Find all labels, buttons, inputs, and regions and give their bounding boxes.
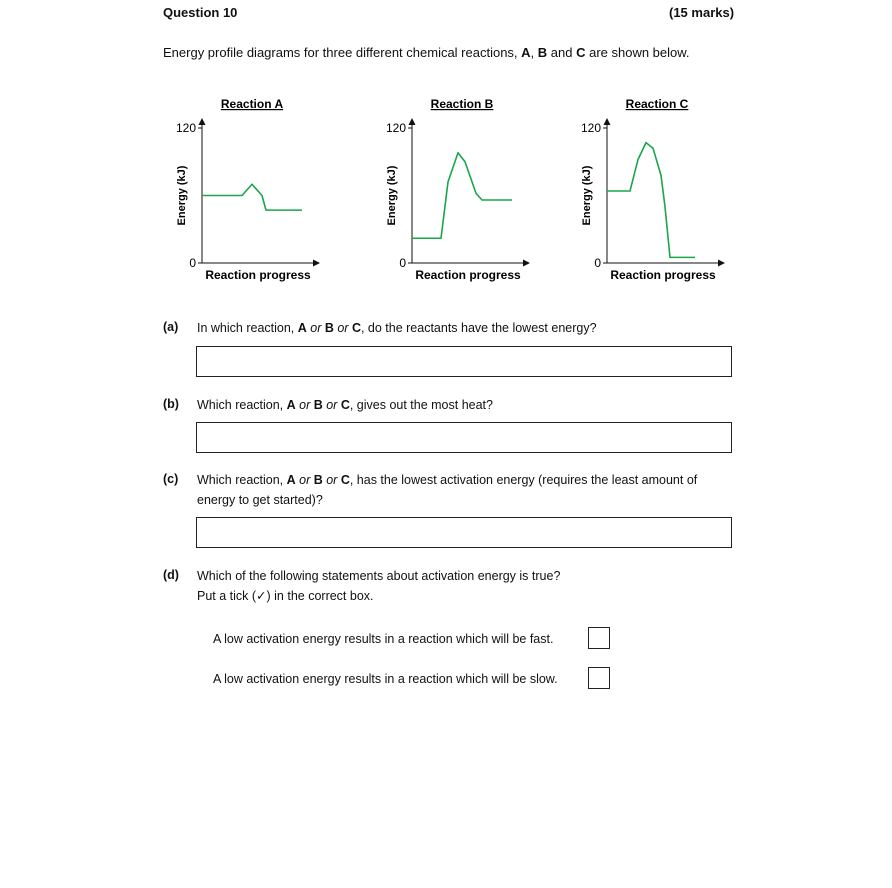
question-a-label: (a) bbox=[163, 320, 179, 334]
y-tick-label: 0 bbox=[594, 256, 601, 270]
question-c-text: Which reaction, A or B or C, has the lowest activation energy (requires the least amount of energy to get started)? bbox=[197, 473, 698, 507]
question-b-label: (b) bbox=[163, 397, 179, 411]
energy-profile-line bbox=[202, 184, 302, 210]
question-title: Question 10 bbox=[163, 5, 238, 20]
energy-chart-reaction-c bbox=[565, 90, 735, 290]
x-axis-arrow bbox=[313, 260, 320, 267]
y-tick-label: 0 bbox=[189, 256, 196, 270]
energy-profile-line bbox=[607, 143, 695, 258]
y-tick-label: 120 bbox=[385, 121, 406, 135]
question-c-label: (c) bbox=[163, 472, 179, 486]
x-axis-label: Reaction progress bbox=[205, 268, 311, 282]
answer-box-a[interactable] bbox=[196, 346, 732, 377]
x-axis-label: Reaction progress bbox=[610, 268, 716, 282]
energy-profile-line bbox=[412, 153, 512, 239]
intro-text: Energy profile diagrams for three different chemical reactions, A, B and C are shown below. bbox=[163, 45, 690, 60]
question-d-label: (d) bbox=[163, 568, 179, 582]
y-axis-label: Energy (kJ) bbox=[386, 165, 398, 226]
y-axis-arrow bbox=[409, 118, 416, 125]
chart-title: Reaction B bbox=[430, 97, 494, 111]
chart-title: Reaction A bbox=[220, 97, 284, 111]
answer-box-c[interactable] bbox=[196, 517, 732, 548]
x-axis-arrow bbox=[523, 260, 530, 267]
option-slow-text: A low activation energy results in a reaction which will be slow. bbox=[213, 672, 558, 686]
marks-label: (15 marks) bbox=[669, 5, 735, 20]
chart-title: Reaction C bbox=[625, 97, 689, 111]
tick-box-slow[interactable] bbox=[588, 667, 610, 689]
y-tick-label: 120 bbox=[580, 121, 601, 135]
y-tick-label: 120 bbox=[175, 121, 196, 135]
y-axis-label: Energy (kJ) bbox=[176, 165, 188, 226]
question-d-text: Which of the following statements about activation energy is true? Put a tick (✓) in the correct box. bbox=[197, 569, 561, 603]
energy-chart-reaction-b bbox=[370, 90, 540, 290]
x-axis-arrow bbox=[718, 260, 725, 267]
option-fast-text: A low activation energy results in a reaction which will be fast. bbox=[213, 632, 554, 646]
y-tick-label: 0 bbox=[399, 256, 406, 270]
question-a-text: In which reaction, A or B or C, do the reactants have the lowest energy? bbox=[197, 321, 597, 335]
tick-box-fast[interactable] bbox=[588, 627, 610, 649]
x-axis-label: Reaction progress bbox=[415, 268, 521, 282]
energy-chart-reaction-a bbox=[160, 90, 330, 290]
y-axis-label: Energy (kJ) bbox=[581, 165, 593, 226]
y-axis-arrow bbox=[604, 118, 611, 125]
question-b-text: Which reaction, A or B or C, gives out the most heat? bbox=[197, 398, 493, 412]
y-axis-arrow bbox=[199, 118, 206, 125]
answer-box-b[interactable] bbox=[196, 422, 732, 453]
